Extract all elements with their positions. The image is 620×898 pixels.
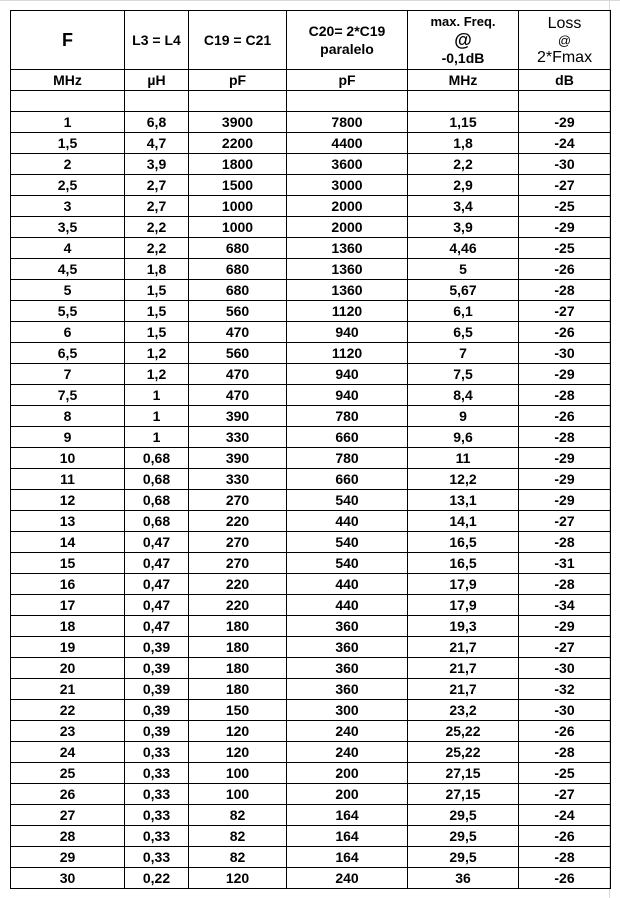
empty-cell[interactable] [519,91,611,112]
cell-max-freq[interactable]: 29,5 [408,847,519,868]
cell-c20[interactable]: 240 [287,742,408,763]
cell-max-freq[interactable]: 13,1 [408,490,519,511]
cell-c20[interactable]: 1120 [287,343,408,364]
cell-loss[interactable]: -24 [519,133,611,154]
table-row [11,490,611,511]
table-row [11,238,611,259]
table-row [11,826,611,847]
cell-loss[interactable]: -30 [519,343,611,364]
cell-c19[interactable]: 2200 [189,133,287,154]
cell-c19[interactable]: 1800 [189,154,287,175]
table-row [11,301,611,322]
cell-frequency[interactable]: 25 [11,763,125,784]
cell-loss[interactable]: -30 [519,658,611,679]
cell-frequency[interactable]: 23 [11,721,125,742]
cell-max-freq[interactable]: 27,15 [408,763,519,784]
cell-max-freq[interactable]: 17,9 [408,574,519,595]
sheet-top-gridline [0,0,620,1]
cell-loss[interactable]: -32 [519,679,611,700]
cell-c20[interactable]: 440 [287,595,408,616]
cell-loss[interactable]: -26 [519,322,611,343]
cell-frequency[interactable]: 20 [11,658,125,679]
table-row [11,679,611,700]
cell-max-freq[interactable]: 3,9 [408,217,519,238]
header-loss-line3: 2*Fmax [536,48,593,66]
cell-c20[interactable]: 164 [287,826,408,847]
table-row [11,364,611,385]
cell-inductance[interactable]: 0,33 [125,784,189,805]
cell-inductance[interactable]: 1,5 [125,301,189,322]
cell-frequency[interactable]: 24 [11,742,125,763]
cell-c20[interactable]: 440 [287,511,408,532]
cell-frequency[interactable]: 18 [11,616,125,637]
cell-frequency[interactable]: 5 [11,280,125,301]
cell-loss[interactable]: -34 [519,595,611,616]
cell-inductance[interactable]: 0,68 [125,511,189,532]
cell-max-freq[interactable]: 1,15 [408,112,519,133]
cell-max-freq[interactable]: 19,3 [408,616,519,637]
header-max-freq-line1: max. Freq. [430,14,496,29]
cell-inductance[interactable]: 3,9 [125,154,189,175]
table-row [11,511,611,532]
cell-c20[interactable]: 164 [287,847,408,868]
cell-inductance[interactable]: 1,2 [125,343,189,364]
cell-c19[interactable]: 330 [189,469,287,490]
cell-loss[interactable]: -30 [519,700,611,721]
table-row [11,637,611,658]
cell-frequency[interactable]: 22 [11,700,125,721]
table-row [11,322,611,343]
cell-inductance[interactable]: 0,39 [125,637,189,658]
cell-c20[interactable]: 4400 [287,133,408,154]
cell-c20[interactable]: 780 [287,448,408,469]
table-row [11,784,611,805]
cell-inductance[interactable]: 0,39 [125,658,189,679]
cell-loss[interactable]: -27 [519,511,611,532]
cell-c19[interactable]: 270 [189,532,287,553]
cell-max-freq[interactable]: 27,15 [408,784,519,805]
header-loss[interactable] [519,11,611,70]
header-max-freq-line3: -0,1dB [441,50,485,66]
cell-loss[interactable]: -29 [519,364,611,385]
cell-c19[interactable]: 120 [189,742,287,763]
cell-max-freq[interactable]: 6,1 [408,301,519,322]
cell-frequency[interactable]: 11 [11,469,125,490]
cell-inductance[interactable]: 0,47 [125,595,189,616]
cell-inductance[interactable]: 1,2 [125,364,189,385]
cell-c20[interactable]: 360 [287,637,408,658]
cell-loss[interactable]: -28 [519,847,611,868]
header-c20-line1: C20= 2*C19 [308,23,386,39]
cell-max-freq[interactable]: 11 [408,448,519,469]
header-loss-line2: @ [557,32,572,48]
table-row [11,595,611,616]
cell-max-freq[interactable]: 36 [408,868,519,889]
cell-c19[interactable]: 180 [189,637,287,658]
cell-inductance[interactable]: 0,33 [125,826,189,847]
cell-c19[interactable]: 120 [189,721,287,742]
cell-inductance[interactable]: 0,39 [125,700,189,721]
unit-frequency[interactable]: MHz [11,70,125,91]
cell-c19[interactable]: 270 [189,553,287,574]
cell-c19[interactable]: 120 [189,868,287,889]
cell-c19[interactable]: 680 [189,259,287,280]
cell-max-freq[interactable]: 1,8 [408,133,519,154]
cell-c19[interactable]: 1000 [189,196,287,217]
cell-loss[interactable]: -30 [519,154,611,175]
cell-inductance[interactable]: 0,47 [125,574,189,595]
cell-loss[interactable]: -28 [519,742,611,763]
cell-c20[interactable]: 540 [287,532,408,553]
cell-c20[interactable]: 2000 [287,196,408,217]
header-c20[interactable] [287,11,408,70]
cell-loss[interactable]: -27 [519,784,611,805]
cell-c20[interactable]: 200 [287,763,408,784]
cell-inductance[interactable]: 1,5 [125,280,189,301]
cell-frequency[interactable]: 8 [11,406,125,427]
cell-c19[interactable]: 180 [189,616,287,637]
cell-loss[interactable]: -25 [519,196,611,217]
cell-max-freq[interactable]: 2,2 [408,154,519,175]
cell-max-freq[interactable]: 21,7 [408,679,519,700]
cell-c19[interactable]: 680 [189,238,287,259]
table-row [11,805,611,826]
cell-c20[interactable]: 3000 [287,175,408,196]
cell-frequency[interactable]: 19 [11,637,125,658]
cell-c20[interactable]: 1360 [287,259,408,280]
cell-c20[interactable]: 940 [287,385,408,406]
cell-inductance[interactable]: 1,5 [125,322,189,343]
cell-loss[interactable]: -29 [519,616,611,637]
cell-c19[interactable]: 180 [189,679,287,700]
cell-loss[interactable]: -26 [519,406,611,427]
cell-loss[interactable]: -26 [519,259,611,280]
cell-loss[interactable]: -31 [519,553,611,574]
cell-c20[interactable]: 940 [287,364,408,385]
cell-inductance[interactable]: 0,68 [125,490,189,511]
cell-loss[interactable]: -29 [519,469,611,490]
cell-inductance[interactable]: 0,22 [125,868,189,889]
cell-loss[interactable]: -27 [519,175,611,196]
cell-inductance[interactable]: 1 [125,406,189,427]
cell-c19[interactable]: 180 [189,658,287,679]
cell-loss[interactable]: -29 [519,112,611,133]
table-row [11,847,611,868]
cell-loss[interactable]: -28 [519,574,611,595]
cell-frequency[interactable]: 3,5 [11,217,125,238]
cell-inductance[interactable]: 6,8 [125,112,189,133]
cell-frequency[interactable]: 10 [11,448,125,469]
cell-frequency[interactable]: 14 [11,532,125,553]
cell-loss[interactable]: -24 [519,805,611,826]
table-row [11,448,611,469]
cell-max-freq[interactable]: 2,9 [408,175,519,196]
cell-frequency[interactable]: 1,5 [11,133,125,154]
cell-c19[interactable]: 220 [189,574,287,595]
header-frequency[interactable]: F [11,11,125,70]
cell-max-freq[interactable]: 6,5 [408,322,519,343]
cell-inductance[interactable]: 0,47 [125,616,189,637]
cell-c20[interactable]: 1360 [287,280,408,301]
cell-loss[interactable]: -28 [519,385,611,406]
cell-frequency[interactable]: 29 [11,847,125,868]
table-row [11,196,611,217]
cell-loss[interactable]: -25 [519,763,611,784]
table-row [11,154,611,175]
cell-c20[interactable]: 780 [287,406,408,427]
cell-max-freq[interactable]: 5 [408,259,519,280]
cell-loss[interactable]: -25 [519,238,611,259]
cell-loss[interactable]: -29 [519,217,611,238]
filter-values-table [10,10,611,889]
cell-max-freq[interactable]: 14,1 [408,511,519,532]
table-row [11,532,611,553]
cell-inductance[interactable]: 0,33 [125,847,189,868]
cell-frequency[interactable]: 17 [11,595,125,616]
cell-max-freq[interactable]: 16,5 [408,532,519,553]
cell-c19[interactable]: 680 [189,280,287,301]
cell-c19[interactable]: 470 [189,364,287,385]
table-row [11,175,611,196]
cell-inductance[interactable]: 0,33 [125,805,189,826]
empty-cell[interactable] [408,91,519,112]
table-row [11,343,611,364]
table-row [11,280,611,301]
cell-max-freq[interactable]: 23,2 [408,700,519,721]
header-max-freq-line2: @ [454,30,472,50]
cell-inductance[interactable]: 0,68 [125,469,189,490]
unit-c20[interactable]: pF [287,70,408,91]
cell-c20[interactable]: 7800 [287,112,408,133]
cell-c20[interactable]: 200 [287,784,408,805]
cell-frequency[interactable]: 4 [11,238,125,259]
cell-max-freq[interactable]: 9 [408,406,519,427]
cell-loss[interactable]: -26 [519,721,611,742]
unit-inductance[interactable]: µH [125,70,189,91]
unit-max-freq[interactable]: MHz [408,70,519,91]
cell-c19[interactable]: 150 [189,700,287,721]
cell-inductance[interactable]: 2,7 [125,175,189,196]
cell-c20[interactable]: 240 [287,721,408,742]
cell-c20[interactable]: 940 [287,322,408,343]
cell-c20[interactable]: 360 [287,658,408,679]
table-row [11,658,611,679]
cell-c19[interactable]: 82 [189,805,287,826]
cell-c19[interactable]: 3900 [189,112,287,133]
cell-c20[interactable]: 660 [287,427,408,448]
cell-c19[interactable]: 1500 [189,175,287,196]
cell-max-freq[interactable]: 9,6 [408,427,519,448]
table-row [11,553,611,574]
cell-max-freq[interactable]: 17,9 [408,595,519,616]
table-row [11,427,611,448]
cell-c19[interactable]: 390 [189,448,287,469]
cell-c20[interactable]: 164 [287,805,408,826]
cell-frequency[interactable]: 9 [11,427,125,448]
cell-c19[interactable]: 100 [189,763,287,784]
header-c19[interactable]: C19 = C21 [189,11,287,70]
cell-c19[interactable]: 470 [189,322,287,343]
cell-c19[interactable]: 220 [189,595,287,616]
empty-cell[interactable] [125,91,189,112]
cell-c19[interactable]: 1000 [189,217,287,238]
cell-c19[interactable]: 390 [189,406,287,427]
cell-c19[interactable]: 100 [189,784,287,805]
cell-frequency[interactable]: 1 [11,112,125,133]
cell-inductance[interactable]: 2,2 [125,238,189,259]
cell-inductance[interactable]: 0,68 [125,448,189,469]
cell-c20[interactable]: 1360 [287,238,408,259]
cell-c19[interactable]: 560 [189,301,287,322]
empty-cell[interactable] [11,91,125,112]
table-row [11,259,611,280]
cell-frequency[interactable]: 4,5 [11,259,125,280]
cell-c20[interactable]: 540 [287,553,408,574]
cell-inductance[interactable]: 0,47 [125,553,189,574]
cell-c20[interactable]: 440 [287,574,408,595]
cell-frequency[interactable]: 2 [11,154,125,175]
blank-row [11,91,611,112]
cell-frequency[interactable]: 15 [11,553,125,574]
header-loss-line1: Loss [547,14,582,32]
cell-frequency[interactable]: 26 [11,784,125,805]
cell-max-freq[interactable]: 21,7 [408,637,519,658]
cell-loss[interactable]: -29 [519,490,611,511]
empty-cell[interactable] [189,91,287,112]
cell-frequency[interactable]: 12 [11,490,125,511]
cell-frequency[interactable]: 27 [11,805,125,826]
cell-frequency[interactable]: 7,5 [11,385,125,406]
cell-c19[interactable]: 470 [189,385,287,406]
cell-max-freq[interactable]: 3,4 [408,196,519,217]
cell-frequency[interactable]: 28 [11,826,125,847]
cell-c20[interactable]: 1120 [287,301,408,322]
empty-cell[interactable] [287,91,408,112]
cell-c20[interactable]: 2000 [287,217,408,238]
cell-max-freq[interactable]: 7,5 [408,364,519,385]
unit-c19[interactable]: pF [189,70,287,91]
table-row [11,763,611,784]
cell-inductance[interactable]: 0,47 [125,532,189,553]
cell-inductance[interactable]: 0,39 [125,679,189,700]
cell-inductance[interactable]: 1,8 [125,259,189,280]
header-max-freq[interactable] [408,11,519,70]
cell-loss[interactable]: -26 [519,868,611,889]
cell-loss[interactable]: -28 [519,427,611,448]
cell-c19[interactable]: 270 [189,490,287,511]
cell-max-freq[interactable]: 12,2 [408,469,519,490]
cell-c20[interactable]: 300 [287,700,408,721]
cell-loss[interactable]: -26 [519,826,611,847]
cell-frequency[interactable]: 13 [11,511,125,532]
cell-c20[interactable]: 540 [287,490,408,511]
cell-loss[interactable]: -27 [519,301,611,322]
table-row [11,133,611,154]
cell-frequency[interactable]: 30 [11,868,125,889]
table-row [11,742,611,763]
cell-inductance[interactable]: 2,2 [125,217,189,238]
cell-loss[interactable]: -27 [519,637,611,658]
cell-inductance[interactable]: 1 [125,427,189,448]
table-row [11,112,611,133]
table-row [11,469,611,490]
cell-loss[interactable]: -28 [519,532,611,553]
cell-loss[interactable]: -29 [519,448,611,469]
cell-c20[interactable]: 360 [287,616,408,637]
table-row [11,574,611,595]
table-row [11,700,611,721]
table-row [11,217,611,238]
table-row [11,616,611,637]
cell-max-freq[interactable]: 29,5 [408,826,519,847]
cell-max-freq[interactable]: 21,7 [408,658,519,679]
cell-inductance[interactable]: 1 [125,385,189,406]
cell-max-freq[interactable]: 7 [408,343,519,364]
cell-frequency[interactable]: 16 [11,574,125,595]
cell-max-freq[interactable]: 29,5 [408,805,519,826]
cell-max-freq[interactable]: 5,67 [408,280,519,301]
cell-frequency[interactable]: 6,5 [11,343,125,364]
cell-c19[interactable]: 82 [189,826,287,847]
cell-max-freq[interactable]: 16,5 [408,553,519,574]
cell-inductance[interactable]: 0,39 [125,721,189,742]
cell-c19[interactable]: 330 [189,427,287,448]
table-row [11,406,611,427]
unit-loss[interactable]: dB [519,70,611,91]
cell-max-freq[interactable]: 8,4 [408,385,519,406]
table-row [11,721,611,742]
header-inductance[interactable]: L3 = L4 [125,11,189,70]
cell-frequency[interactable]: 7 [11,364,125,385]
header-c20-line2: paralelo [320,41,374,57]
cell-inductance[interactable]: 0,33 [125,763,189,784]
cell-max-freq[interactable]: 25,22 [408,742,519,763]
cell-c20[interactable]: 3600 [287,154,408,175]
cell-c19[interactable]: 82 [189,847,287,868]
cell-max-freq[interactable]: 4,46 [408,238,519,259]
cell-frequency[interactable]: 2,5 [11,175,125,196]
cell-frequency[interactable]: 21 [11,679,125,700]
cell-inductance[interactable]: 4,7 [125,133,189,154]
table-row [11,385,611,406]
cell-loss[interactable]: -28 [519,280,611,301]
cell-c20[interactable]: 660 [287,469,408,490]
cell-c19[interactable]: 560 [189,343,287,364]
cell-frequency[interactable]: 5,5 [11,301,125,322]
cell-frequency[interactable]: 3 [11,196,125,217]
cell-inductance[interactable]: 2,7 [125,196,189,217]
cell-frequency[interactable]: 6 [11,322,125,343]
cell-c20[interactable]: 360 [287,679,408,700]
cell-c20[interactable]: 240 [287,868,408,889]
cell-c19[interactable]: 220 [189,511,287,532]
table-row [11,868,611,889]
cell-max-freq[interactable]: 25,22 [408,721,519,742]
cell-inductance[interactable]: 0,33 [125,742,189,763]
units-row [11,70,611,91]
header-row [11,11,611,70]
